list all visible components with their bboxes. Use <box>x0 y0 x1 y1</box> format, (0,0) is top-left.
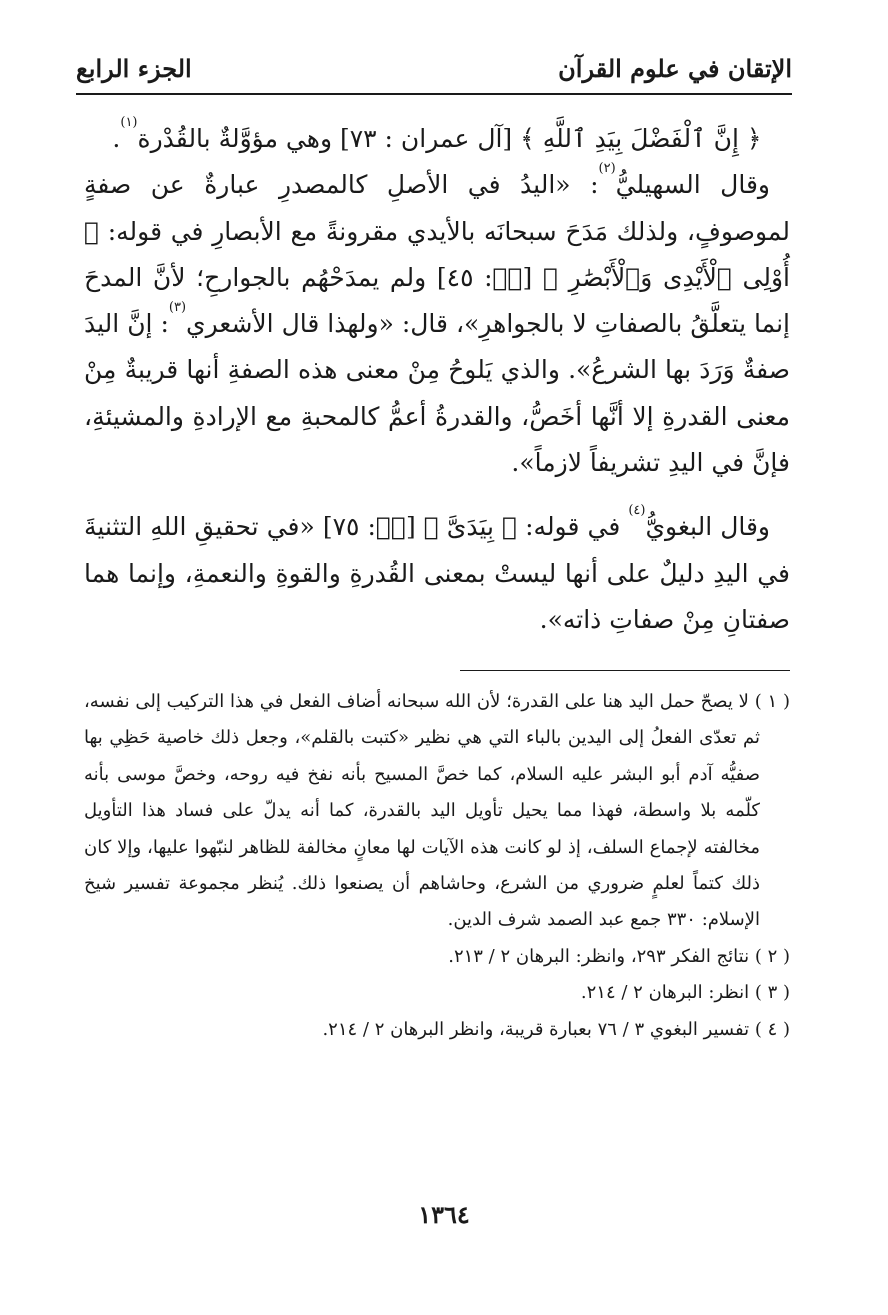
footnote-rule <box>460 670 790 671</box>
footnote-2: ( ٢ ) نتائج الفكر ٢٩٣، وانظر: البرهان ٢ / ٢١٣. <box>448 945 790 967</box>
paragraph-3: وقال البغويُّ$^{(٤)}$ في قوله: ﴿ بِيَدَىَّ ﴾ [صۤ: ٧٥] «في تحقيقِ اللهِ التثنيةَ في اليدِ دليلٌ على أنها ليستْ بمعنى القُدرةِ والقوةِ والنعمةِ، وإنما هما صفتانِ مِنْ صفاتِ ذاته». <box>84 503 790 634</box>
footnotes <box>84 684 790 1048</box>
footnote-ref-3[interactable]: (٣) <box>168 300 187 316</box>
footnote-ref-2[interactable]: (٢) <box>598 161 616 177</box>
paragraph-1: ﴿ إِنَّ ٱلْفَضْلَ بِيَدِ ٱللَّهِ ﴾ [آل عمران : ٧٣] وهي مؤوَّلةٌ بالقُدْرة$^{(١)}$. <box>112 115 762 153</box>
running-header <box>76 46 792 94</box>
page-number: ١٣٦٤ <box>418 1200 470 1229</box>
footnote-4: ( ٤ ) تفسير البغوي ٣ / ٧٦ بعبارة قريبة، وانظر البرهان ٢ / ٢١٤. <box>322 1018 790 1040</box>
footnote-1: ( ١ ) لا يصحّ حمل اليد هنا على القدرة؛ لأن الله سبحانه أضاف الفعل في هذا التركيب إلى نفسه، ثم تعدّى الفعلُ إلى اليدين بالباء التي هي نظير «كتبت بالقلم»، وجعل ذلك خاصية حَظِي بها صفيُّه آدم أبو البشر عليه السلام، كما خصَّ المسيح بأنه نفخ فيه روحه، وخصَّ موسى بأنه كلّمه بلا واسطة، فهذا مما يحيل تأويل اليد بالقدرة، كما أنه يدلّ على فساد هذا التأويل مخالفته لإجماع السلف، إذ لو كانت هذه الآيات لها معانٍ مخالفة للظاهر لنبّهوا عليها، وإلا كان ذلك كتماً لعلمٍ ضروري من الشرع، وحاشاهم أن يصنعوا ذلك. يُنظر مجموعة تفسير شيخ الإسلام: ٣٣٠ جمع عبد الصمد شرف الدين. <box>84 691 790 931</box>
part-label: الجزء الرابع <box>76 54 192 83</box>
header-rule <box>76 93 792 95</box>
footnote-3: ( ٣ ) انظر: البرهان ٢ / ٢١٤. <box>580 982 790 1004</box>
paragraph-2: وقال السهيليُّ$^{(٢)}$: «اليدُ في الأصلِ كالمصدرِ عبارةٌ عن صفةٍ لموصوفٍ، ولذلك مَدَحَ سبحانَه بالأيدي مقرونةً مع الأبصارِ في قوله: ﴿ أُوْلِى ٱلْأَيْدِى وَٱلْأَبْصَٰرِ ﴾ [صۤ: ٤٥] ولم يمدَحْهُم بالجوارحِ؛ لأنَّ المدحَ إنما يتعلَّقُ بالصفاتِ لا بالجواهرِ»، قال: «ولهذا قال الأشعري$^{(٣)}$: إنَّ اليدَ صفةٌ وَرَدَ بها الشرعُ». والذي يَلوحُ مِنْ معنى هذه الصفةِ أنها قريبةٌ مِنْ معنى القدرةِ إلا أنَّها أخَصُّ، والقدرةُ أعمُّ كالمحبةِ مع الإرادةِ والمشيئةِ، فإنَّ في اليدِ تشريفاً لازماً». <box>84 161 790 478</box>
footnote-ref-1[interactable]: (١) <box>120 115 138 130</box>
book-title: الإتقان في علوم القرآن <box>558 54 792 83</box>
main-text <box>84 116 790 643</box>
footnote-ref-4[interactable]: (٤) <box>628 503 646 519</box>
